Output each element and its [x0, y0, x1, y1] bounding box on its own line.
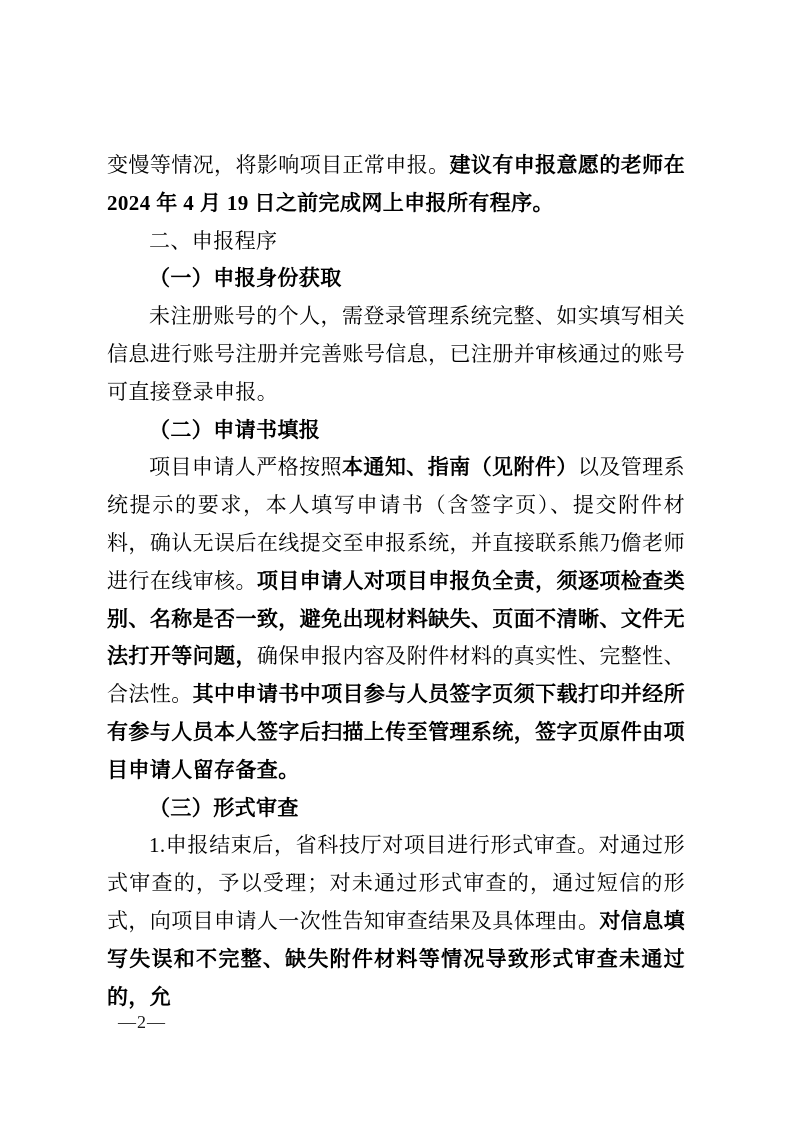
paragraph: [107, 827, 685, 1016]
text-run: 对信息填写失误和不完整、缺失附件材料等情况导致形式审查未通过的，允: [107, 908, 685, 1009]
paragraph: [107, 449, 685, 789]
text-run: 二、申报程序: [149, 229, 278, 253]
text-run: 本通知、指南（见附件）: [341, 455, 578, 480]
section-heading: [107, 223, 685, 261]
text-run: （一）申报身份获取: [149, 266, 342, 291]
text-run: 变慢等情况，将影响项目正常申报。: [107, 153, 450, 177]
section-heading: [107, 412, 685, 450]
text-run: 其中申请书中项目参与人员签字页须下载打印并经所有参与人员本人签字后扫描上传至管理系统，签字页原件由项目申请人留存备查。: [107, 682, 685, 782]
text-run: 1.申报结束后，省科技厅对项目进行形式审查。对通过形式审查的，予以受理；对未通过形式审查的，通过短信的形式，向项目申请人一次性告知审查结果及具体理由。: [107, 833, 685, 933]
paragraph: [107, 147, 685, 223]
section-heading: [107, 260, 685, 298]
text-run: （三）形式审查: [149, 795, 299, 820]
text-run: 项目申请人对项目申报负全责，须逐项检查类别、名称是否一致，避免出现材料缺失、页面不清晰、文件无法打开等问题，: [107, 568, 685, 669]
text-run: 以及管理系统提示的要求，本人填写申请书（含签字页）、提交附件材料，确认无误后在线提交至申报系统，并直接联系熊乃儋老师进行在线审核。: [107, 455, 685, 593]
paragraph: [107, 298, 685, 411]
text-run: 项目申请人严格按照: [149, 455, 342, 480]
text-run: 确保申报内容及附件材料的真实性、完整性、合法性。: [107, 644, 685, 707]
section-heading: [107, 790, 685, 828]
document-body: [107, 147, 685, 1016]
text-run: （二）申请书填报: [149, 417, 321, 442]
page-number: —2—: [118, 1012, 166, 1032]
text-run: 建议有申报意愿的老师在 2024 年 4 月 19 日之前完成网上申报所有程序。: [107, 153, 685, 215]
text-run: 未注册账号的个人，需登录管理系统完整、如实填写相关信息进行账号注册并完善账号信息，已注册并审核通过的账号可直接登录申报。: [107, 304, 685, 404]
